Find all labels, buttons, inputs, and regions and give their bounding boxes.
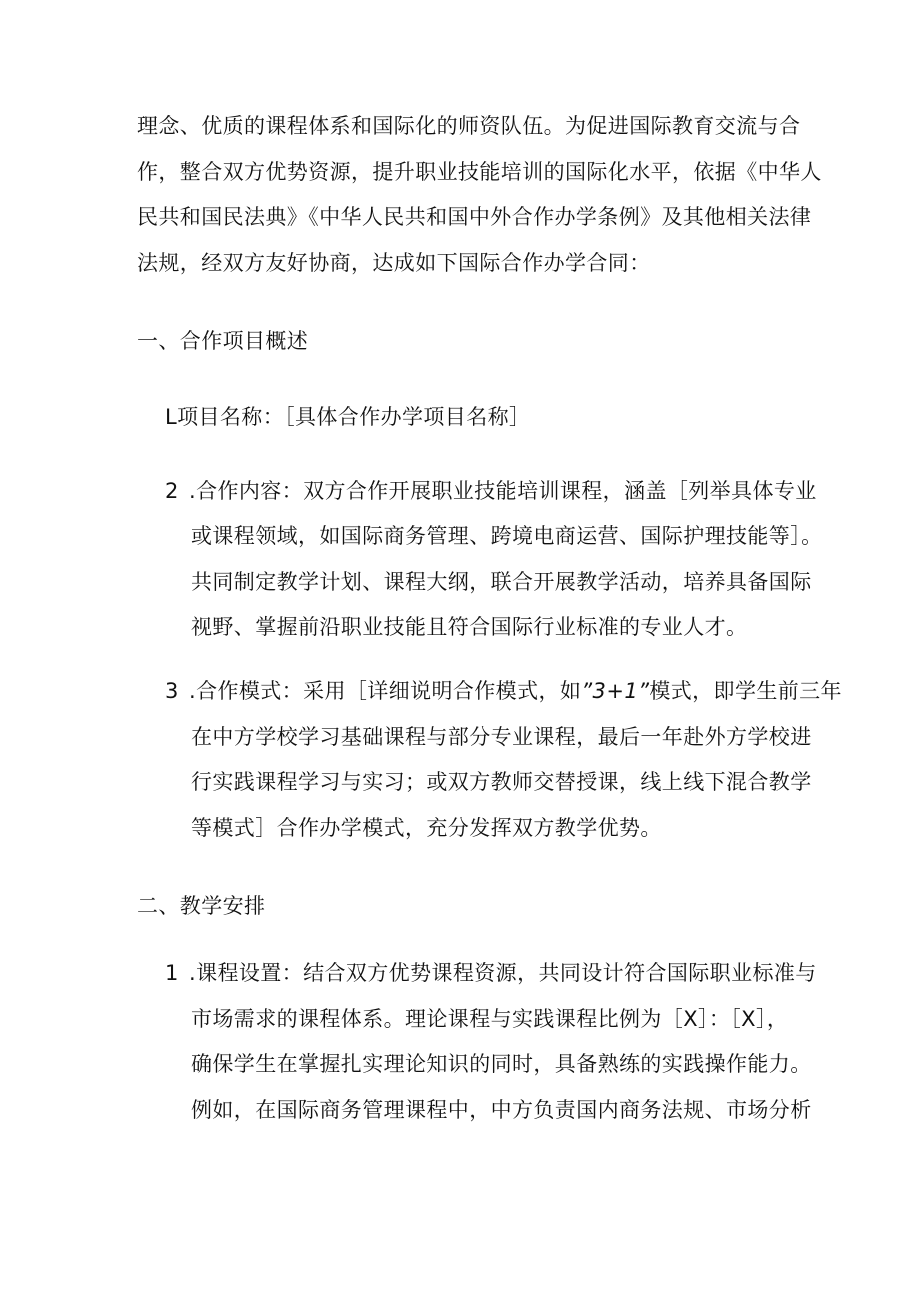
- item-line: 等模式］合作办学模式，充分发挥双方教学优势。: [191, 816, 662, 840]
- intro-line: 民共和国民法典》《中华人民共和国中外合作办学条例》及其他相关法律: [137, 205, 812, 229]
- item-text: 模式，即学生前三年: [649, 679, 842, 703]
- intro-paragraph: [137, 104, 822, 286]
- item-line: 例如，在国际商务管理课程中，中方负责国内商务法规、市场分析: [191, 1098, 812, 1122]
- item-line: 市场需求的课程体系。理论课程与实践课程比例为［X］：［X］，: [191, 1007, 789, 1031]
- item-number: 3: [165, 679, 179, 703]
- item-text: .合作模式：采用［详细说明合作模式，如: [189, 679, 582, 703]
- intro-line: 法规，经双方友好协商，达成如下国际合作办学合同：: [137, 250, 651, 275]
- project-name-item: L项目名称：［具体合作办学项目名称］: [165, 405, 531, 429]
- section-heading-1: 一、合作项目概述: [137, 329, 309, 353]
- item-line: 确保学生在掌握扎实理论知识的同时，具备熟练的实践操作能力。: [191, 1052, 812, 1076]
- item-line: 在中方学校学习基础课程与部分专业课程，最后一年赴外方学校进: [191, 725, 812, 749]
- intro-line: 作，整合双方优势资源，提升职业技能培训的国际化水平，依据《中华人: [137, 159, 822, 184]
- section-heading-2: 二、教学安排: [137, 894, 266, 918]
- item-first-line: [189, 669, 842, 715]
- item-first-line: .课程设置：结合双方优势课程资源，共同设计符合国际职业标准与: [189, 961, 817, 985]
- item-line: 共同制定教学计划、课程大纲，联合开展教学活动，培养具备国际: [191, 570, 812, 594]
- item-line: 行实践课程学习与实习；或双方教师交替授课，线上线下混合教学: [191, 770, 812, 794]
- intro-line: 理念、优质的课程体系和国际化的师资队伍。为促进国际教育交流与合: [137, 114, 801, 138]
- model-quote: ”3+1”: [581, 679, 650, 703]
- item-first-line: .合作内容：双方合作开展职业技能培训课程，涵盖［列举具体专业: [189, 479, 817, 503]
- item-line: 或课程领域，如国际商务管理、跨境电商运营、国际护理技能等］。: [191, 524, 823, 548]
- item-number: 2: [165, 479, 179, 503]
- item-line: 视野、掌握前沿职业技能且符合国际行业标准的专业人才。: [191, 615, 748, 639]
- item-number: 1: [165, 961, 179, 985]
